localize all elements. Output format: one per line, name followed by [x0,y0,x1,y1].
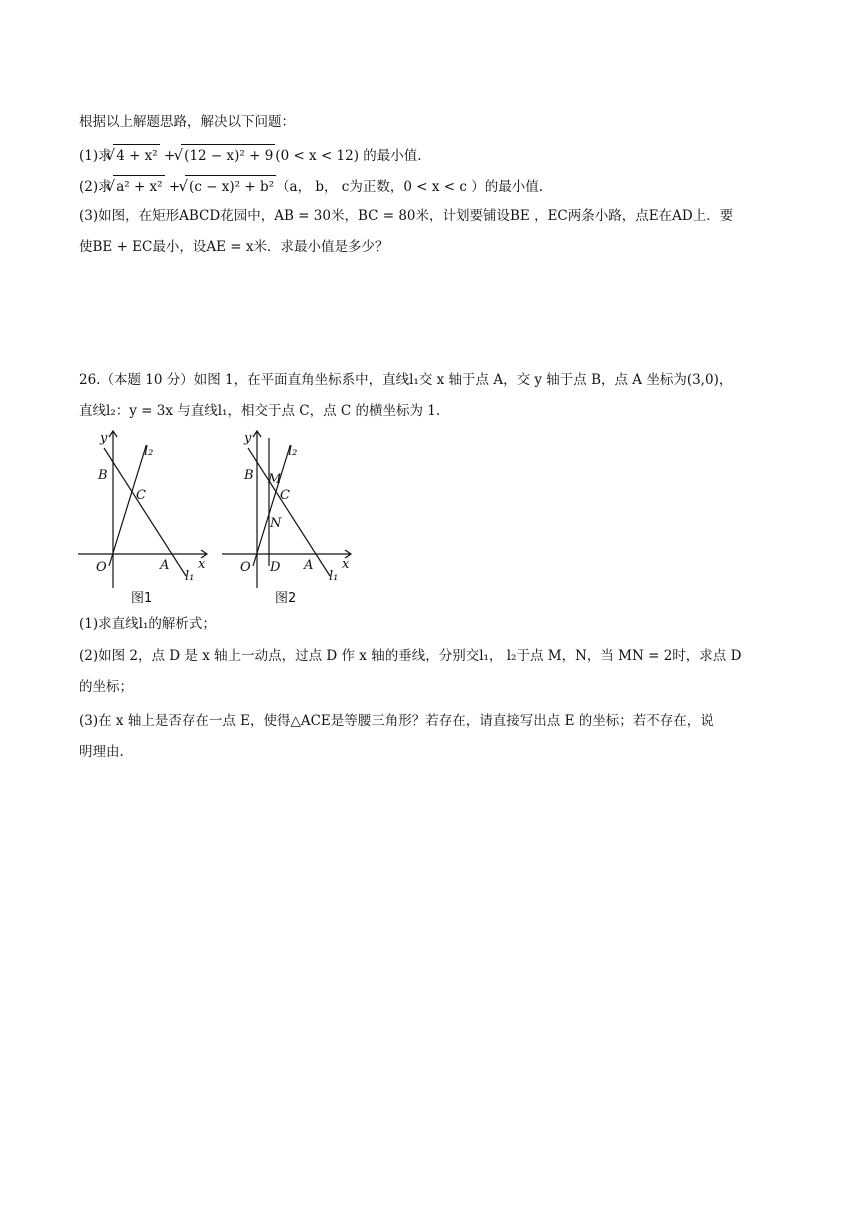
fig1-label-l2: l₂ [144,444,154,459]
fig1-label-B: B [98,468,108,483]
problem-3-line-2: 使BE + EC最小，设AE = x米．求最小值是多少？ [79,239,389,255]
plus-sign: + [159,148,180,164]
fig2-label-x: x [342,557,350,572]
fig2-label-A: A [304,558,314,573]
fig2-label-C: C [280,488,290,503]
fig1-label-A: A [160,558,170,573]
sub-question-3-line-1: (3)在 x 轴上是否存在一点 E，使得△ACE是等腰三角形？若存在，请直接写出点 E 的坐标；若不存在，说 [79,713,714,729]
problem-1 [79,144,422,166]
fig2-label-l2: l₂ [288,444,298,459]
fig1-label-l1: l₁ [185,569,195,584]
plus-sign-2: + [164,179,185,195]
figure-1 [78,428,213,608]
problem-2-condition: （a， b， c为正数，0 < x < c ） [276,179,485,195]
fig1-label-C: C [136,488,146,503]
problem-1-condition: (0 < x < 12) [275,148,359,164]
radical-1: √ 4 + x² [113,144,160,166]
fig2-label-N: N [270,516,282,531]
fig2-label-l1: l₁ [329,569,339,584]
figure-2 [222,428,357,608]
fig1-caption: 图1 [131,591,153,606]
sub-question-3-line-2: 明理由. [79,744,124,760]
line-l1 [104,448,186,576]
fig2-label-B: B [244,468,254,483]
fig2-label-O: O [240,560,251,575]
sub-question-2-line-2: 的坐标； [79,679,133,695]
problem-2-suffix: 的最小值. [484,179,543,195]
problem-2-prefix: (2)求 [79,179,112,195]
fig2-caption: 图2 [275,591,297,606]
sub-question-1: (1)求直线l₁的解析式； [79,616,216,632]
problem-3-line-1: (3)如图，在矩形ABCD花园中，AB = 30米，BC = 80米，计划要铺设BE ，EC两条小路，点E在AD上．要 [79,208,734,224]
problem-1-suffix: 的最小值. [359,148,422,164]
intro-text: 根据以上解题思路，解决以下问题： [79,114,295,130]
fig1-label-x: x [198,557,206,572]
fig2-label-y: y [244,431,252,446]
fig1-label-O: O [96,560,107,575]
fig1-label-y: y [100,431,108,446]
line-l1-2 [248,448,330,576]
fig2-label-M: M [268,472,282,487]
question-26-line-1: 26.（本题 10 分）如图 1，在平面直角坐标系中，直线l₁交 x 轴于点 A，交 y 轴于点 B，点 A 坐标为(3,0)， [79,372,733,388]
fig2-label-D: D [270,560,281,575]
radical-4: √ (c − x)² + b² [185,175,276,197]
radical-3: √ a² + x² [113,175,165,197]
question-26-line-2: 直线l₂：y = 3x 与直线l₁，相交于点 C，点 C 的横坐标为 1. [79,403,441,419]
problem-1-prefix: (1)求 [79,148,112,164]
problem-2 [79,175,543,197]
sub-question-2-line-1: (2)如图 2，点 D 是 x 轴上一动点，过点 D 作 x 轴的垂线，分别交l₁， l₂于点 M，N，当 MN = 2时，求点 D [79,648,742,664]
radical-2: √ (12 − x)² + 9 [181,144,276,166]
